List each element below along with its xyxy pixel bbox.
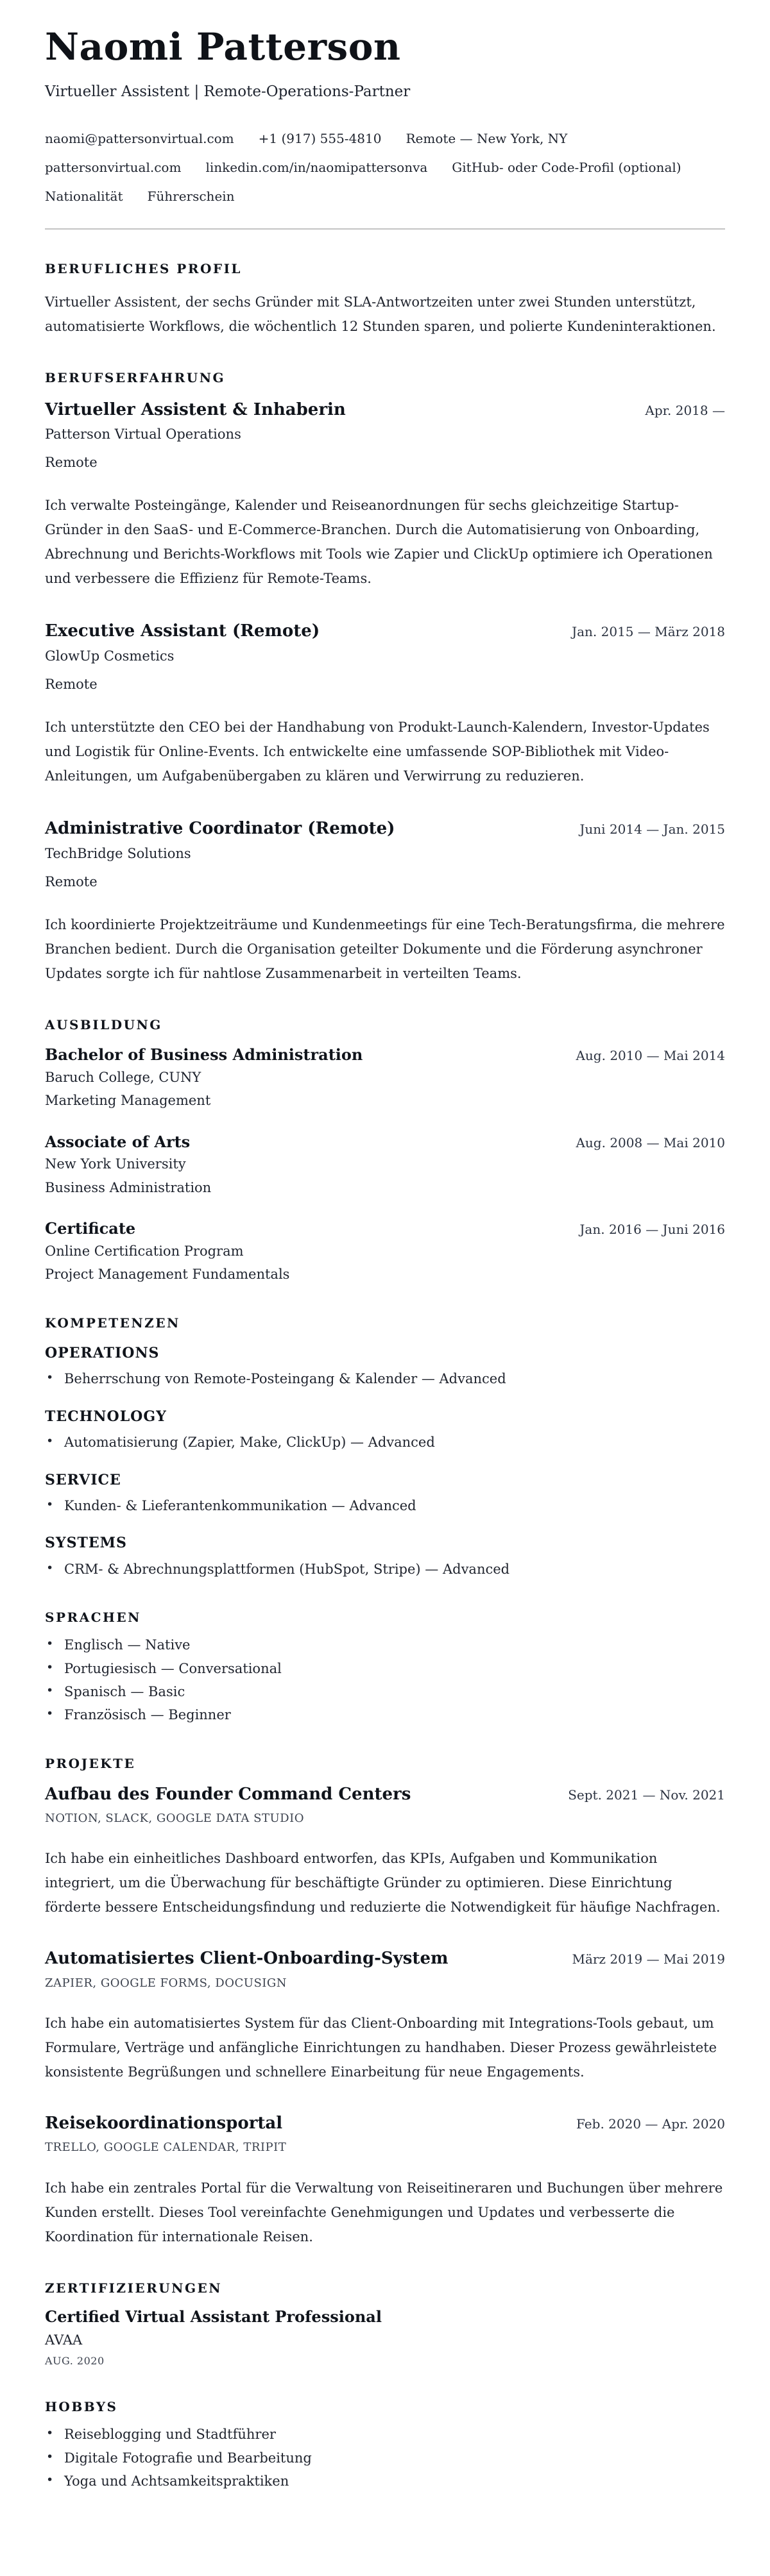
contact-item-linkedin: linkedin.com/in/naomipattersonva [205,159,428,175]
job-entry [45,819,725,986]
degree-title: Associate of Arts [45,1132,191,1151]
project-tools: NOTION, SLACK, GOOGLE DATA STUDIO [45,1811,304,1825]
project-entry [45,1785,725,1920]
section-skills [45,1315,725,1579]
project-dates: März 2019 — Mai 2019 [572,1951,725,1967]
field-of-study: Business Administration [45,1179,212,1195]
school-name: Online Certification Program [45,1243,244,1259]
language-item: • Spanisch — Basic [45,1683,725,1701]
section-heading-projects: PROJEKTE [45,1755,136,1771]
project-description: Ich habe ein zentrales Portal für die Verwaltung von Reiseitineraren und Buchungen über mehrere Kunden erstellt. Dieses Tool vereinfachte Genehmigungen und Updates und verbesserte die Koordination für internationale Reisen. [45,2180,723,2244]
degree-title: Certificate [45,1219,136,1238]
job-description: Ich verwalte Posteingänge, Kalender und Reiseanordnungen für sechs gleichzeitige Startup-Gründer in den SaaS- und E-Commerce-Branchen. Durch die Automatisierung von Onboarding, Abrechnung und Berichts-Workflows mit Tools wie Zapier und ClickUp optimiere ich Operationen und verbessere die Effizienz für Remote-Teams. [45,498,713,587]
field-of-study: Project Management Fundamentals [45,1267,290,1283]
section-languages [45,1609,725,1724]
skill-group [45,1408,725,1452]
job-title: Virtueller Assistent & Inhaberin [45,400,346,419]
project-title: Aufbau des Founder Command Centers [45,1784,411,1804]
hobby-item: • Reiseblogging und Stadtführer [45,2425,725,2443]
section-education [45,1016,725,1283]
certification-title: Certified Virtual Assistant Professional [45,2307,382,2326]
job-description: Ich koordinierte Projektzeiträume und Kundenmeetings für eine Tech-Beratungsfirma, die mehrere Branchen bedient. Durch die Organisation geteilter Dokumente und die Förderung asynchroner Updates sorgte ich für nahtlose Zusammenarbeit in verteilten Teams. [45,917,725,982]
profile-summary: Virtueller Assistent, der sechs Gründer mit SLA-Antwortzeiten unter zwei Stunden unterstützt, automatisierte Workflows, die wöchentlich 12 Stunden sparen, und polierte Kundeninteraktionen. [45,294,716,334]
skill-category: SERVICE [45,1471,121,1488]
hobby-item: • Yoga und Achtsamkeitspraktiken [45,2472,725,2490]
language-list [45,1636,725,1724]
section-projects [45,1755,725,2249]
contact-row-1 [45,130,725,147]
job-location: Remote [45,873,98,889]
project-entry [45,1949,725,2084]
skill-item: • Automatisierung (Zapier, Make, ClickUp) — Advanced [45,1433,725,1451]
skill-group [45,1471,725,1515]
skill-group [45,1344,725,1388]
section-heading-hobbies: HOBBYS [45,2399,118,2415]
job-entry [45,400,725,591]
contact-item-drivers-license: Führerschein [147,188,235,204]
certification-entry [45,2308,725,2368]
school-name: Baruch College, CUNY [45,1070,201,1085]
contact-item-phone: +1 (917) 555-4810 [258,130,382,146]
language-item: • Portugiesisch — Conversational [45,1660,725,1678]
education-dates: Jan. 2016 — Juni 2016 [579,1222,725,1238]
degree-title: Bachelor of Business Administration [45,1045,363,1065]
contact-item-email: naomi@pattersonvirtual.com [45,130,234,146]
project-tools: ZAPIER, GOOGLE FORMS, DOCUSIGN [45,1976,287,1990]
project-title: Reisekoordinationsportal [45,2113,283,2133]
education-entry [45,1133,725,1197]
skill-category: SYSTEMS [45,1535,127,1552]
language-item: • Französisch — Beginner [45,1706,725,1724]
contact-item-github: GitHub- oder Code-Profil (optional) [452,159,681,175]
section-heading-skills: KOMPETENZEN [45,1315,180,1331]
section-heading-languages: SPRACHEN [45,1610,141,1626]
section-experience [45,369,725,986]
section-profile [45,260,725,339]
skill-category: TECHNOLOGY [45,1408,167,1425]
job-company: GlowUp Cosmetics [45,648,175,664]
education-dates: Aug. 2010 — Mai 2014 [576,1048,725,1064]
project-description: Ich habe ein einheitliches Dashboard entworfen, das KPIs, Aufgaben und Kommunikation integriert, um die Überwachung für beschäftigte Gründer zu optimieren. Diese Einrichtung förderte bessere Entscheidungsfindung und reduzierte die Notwendigkeit für häufige Nachfragen. [45,1851,721,1915]
contact-info [45,130,725,205]
language-item: • Englisch — Native [45,1636,725,1654]
job-title: Executive Assistant (Remote) [45,621,320,641]
project-description: Ich habe ein automatisiertes System für das Client-Onboarding mit Integrations-Tools gebaut, um Formulare, Verträge und anfängliche Einrichtungen zu handhaben. Dieser Prozess gewährleistete konsistente Begrüßungen und schnellere Einarbeitung für neue Engagements. [45,2015,717,2080]
header-divider [45,228,725,230]
skill-group [45,1534,725,1578]
contact-row-3 [45,188,725,205]
skill-category: OPERATIONS [45,1344,160,1361]
certification-issuer: AVAA [45,2332,83,2348]
certification-date: AUG. 2020 [45,2354,105,2367]
project-dates: Sept. 2021 — Nov. 2021 [568,1787,725,1803]
section-heading-certifications: ZERTIFIZIERUNGEN [45,2280,223,2296]
hobby-item: • Digitale Fotografie und Bearbeitung [45,2449,725,2467]
project-tools: TRELLO, GOOGLE CALENDAR, TRIPIT [45,2141,287,2155]
section-certifications [45,2280,725,2368]
project-entry [45,2114,725,2249]
education-dates: Aug. 2008 — Mai 2010 [576,1134,725,1150]
resume-header [45,26,725,230]
section-heading-profile: BERUFLICHES PROFIL [45,260,242,276]
contact-item-nationality: Nationalität [45,188,123,204]
job-company: TechBridge Solutions [45,845,191,861]
contact-row-2 [45,159,725,176]
contact-item-location: Remote — New York, NY [406,130,568,146]
project-dates: Feb. 2020 — Apr. 2020 [576,2116,725,2132]
job-title: Administrative Coordinator (Remote) [45,819,395,839]
candidate-headline: Virtueller Assistent | Remote-Operations-Partner [45,83,411,100]
section-hobbies [45,2398,725,2490]
contact-item-website: pattersonvirtual.com [45,159,182,175]
school-name: New York University [45,1156,186,1172]
job-entry [45,621,725,788]
skill-item: • Beherrschung von Remote-Posteingang & Kalender — Advanced [45,1370,725,1388]
skill-item: • Kunden- & Lieferantenkommunikation — Advanced [45,1497,725,1515]
job-description: Ich unterstützte den CEO bei der Handhabung von Produkt-Launch-Kalendern, Investor-Updates und Logistik für Online-Events. Ich entwickelte eine umfassende SOP-Bibliothek mit Video-Anleitungen, um Aufgabenübergaben zu klären und Verwirrung zu reduzieren. [45,720,710,784]
field-of-study: Marketing Management [45,1093,211,1109]
project-title: Automatisiertes Client-Onboarding-System [45,1949,449,1969]
job-dates: Juni 2014 — Jan. 2015 [579,821,725,838]
section-heading-experience: BERUFSERFAHRUNG [45,369,226,385]
education-entry [45,1220,725,1283]
candidate-name: Naomi Patterson [45,25,401,69]
hobby-list [45,2425,725,2490]
job-dates: Apr. 2018 — [645,402,725,418]
job-dates: Jan. 2015 — März 2018 [572,624,725,640]
job-company: Patterson Virtual Operations [45,426,241,442]
section-heading-education: AUSBILDUNG [45,1017,162,1033]
job-location: Remote [45,455,98,471]
job-location: Remote [45,676,98,692]
skill-item: • CRM- & Abrechnungsplattformen (HubSpot, Stripe) — Advanced [45,1560,725,1578]
education-entry [45,1046,725,1109]
